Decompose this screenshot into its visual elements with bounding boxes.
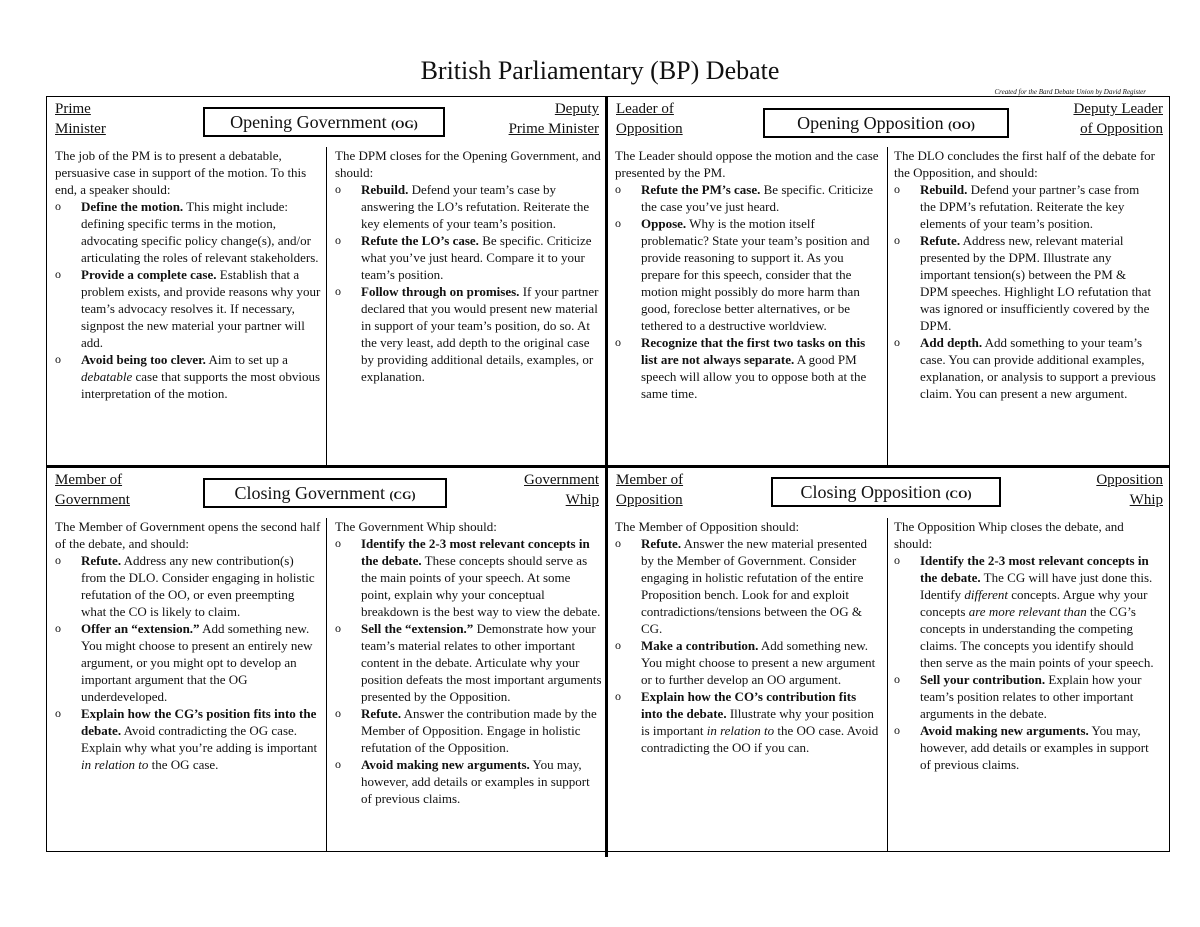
gw-intro: The Government Whip should: (335, 519, 497, 534)
team-abbr: (CG) (389, 488, 416, 502)
list-item: o Sell your contribution. Explain how your team’s position relates to other important arguments in the debate. (894, 671, 1156, 722)
role-label-deputy-prime-minister: Deputy Prime Minister (508, 101, 599, 137)
dpm-column (335, 147, 603, 385)
oo-header (608, 97, 1169, 147)
list-item: o Recognize that the first two tasks on this list are not always separate. A good PM speech will allow you to oppose both at the same time. (615, 334, 881, 402)
list-item: o Refute. Address new, relevant material presented by the DPM. Illustrate any important tension(s) between the PM & DPM speeches. Highlight LO refutation that was ignored or insufficiently covered by the DPM. (894, 232, 1156, 334)
role-label-deputy-leader-of-opposition: Deputy Leader of Opposition (1073, 101, 1163, 137)
role-label-member-of-opposition: Member of Opposition (616, 472, 684, 508)
dlo-column (894, 147, 1156, 402)
role-label-opposition-whip: Opposition Whip (1096, 472, 1163, 508)
mg-intro: The Member of Government opens the second half of the debate, and should: (55, 519, 321, 551)
list-item: o Avoid making new arguments. You may, however, add details or examples in support of previous claims. (335, 756, 603, 807)
quadrant-opening-opposition (608, 97, 1169, 465)
list-item: o Make a contribution. Add something new. You might choose to present a new argument or to further develop an OO argument. (615, 637, 881, 688)
list-item: o Rebuild. Defend your team’s case by answering the LO’s refutation. Reiterate the key elements of your team’s position. (335, 181, 603, 232)
list-item: o Provide a complete case. Establish that a problem exists, and provide reasons why your team’s advocacy resolves it. If necessary, signpost the new material your partner will add. (55, 266, 321, 351)
mg-column (55, 518, 321, 773)
mo-intro: The Member of Opposition should: (615, 519, 800, 534)
list-item: o Oppose. Why is the motion itself problematic? State your team’s position and provide reasoning to support it. As you prepare for this speech, consider that the motion might possibly do more harm than good, foreclose better alternatives, or be tethered to a destructive worldview. (615, 215, 881, 334)
list-item: o Refute. Address any new contribution(s) from the DLO. Consider engaging in holistic refutation of the OO, or even preempting what the CO is likely to claim. (55, 552, 321, 620)
column-divider (887, 518, 888, 851)
cg-header (47, 468, 605, 518)
team-abbr: (CO) (945, 487, 972, 501)
list-item: o Follow through on promises. If your partner declared that you would present new material in support of your team’s position, do so. At the very least, add depth to the original case by providing additional details, examples, or explanation. (335, 283, 603, 385)
credit-line: Created for the Bard Debate Union by David Register (994, 88, 1146, 96)
list-item: o Define the motion. This might include: defining specific terms in the motion, advocating specific policy change(s), and/or articulating the roles of relevant stakeholders. (55, 198, 321, 266)
gw-column (335, 518, 603, 807)
team-name: Closing Government (234, 483, 385, 503)
column-divider (326, 147, 327, 465)
list-item: o Explain how the CG’s position fits into the debate. Avoid contradicting the OG case. Explain why what you’re adding is important in relation to the OG case. (55, 705, 321, 773)
mo-column (615, 518, 881, 756)
team-box-cg (203, 478, 447, 508)
team-box-co (771, 477, 1001, 507)
role-label-leader-of-opposition: Leader of Opposition (616, 101, 683, 137)
list-item: o Offer an “extension.” Add something new. You might choose to present an entirely new argument, or you might opt to develop an important argument that the OG underdeveloped. (55, 620, 321, 705)
quadrant-closing-government (47, 468, 605, 851)
list-item: o Avoid making new arguments. You may, however, add details or examples in support of previous claims. (894, 722, 1156, 773)
team-name: Opening Government (230, 112, 387, 132)
role-label-member-of-government: Member of Government (55, 472, 130, 508)
ow-intro: The Opposition Whip closes the debate, and should: (894, 519, 1124, 551)
team-abbr: (OO) (948, 118, 975, 132)
co-header (608, 468, 1169, 518)
team-box-og (203, 107, 445, 137)
quadrant-closing-opposition (608, 468, 1169, 851)
team-name: Opening Opposition (797, 113, 944, 133)
quadrant-opening-government (47, 97, 605, 465)
ow-column (894, 518, 1156, 773)
dpm-intro: The DPM closes for the Opening Government, and should: (335, 148, 601, 180)
list-item: o Refute the PM’s case. Be specific. Criticize the case you’ve just heard. (615, 181, 881, 215)
team-abbr: (OG) (391, 117, 418, 131)
list-item: o Avoid being too clever. Aim to set up a debatable case that supports the most obvious interpretation of the motion. (55, 351, 321, 402)
list-item: o Refute. Answer the contribution made by the Member of Opposition. Engage in holistic refutation of the Opposition. (335, 705, 603, 756)
debate-grid (46, 96, 1170, 852)
list-item: o Sell the “extension.” Demonstrate how your team’s material relates to other important content in the debate. Articulate why your position defeats the most important arguments presented by the Opposition. (335, 620, 603, 705)
role-label-prime-minister: Prime Minister (55, 101, 106, 137)
list-item: o Identify the 2-3 most relevant concepts in the debate. The CG will have just done this. Identify different concepts. Argue why your concepts are more relevant than the CG’s concepts in understanding the competing claims. The concepts you identify should then serve as the main points of your speech. (894, 552, 1156, 671)
og-header (47, 97, 605, 147)
team-name: Closing Opposition (800, 482, 942, 502)
lo-column (615, 147, 881, 402)
list-item: o Add depth. Add something to your team’s case. You can provide additional examples, explanation, or analysis to support a previous claim. You can present a new argument. (894, 334, 1156, 402)
role-label-government-whip: Government Whip (524, 472, 599, 508)
list-item: o Explain how the CO’s contribution fits into the debate. Illustrate why your position is important in relation to the OO case. Avoid contradicting the OO if you can. (615, 688, 881, 756)
pm-column (55, 147, 321, 402)
list-item: o Refute the LO’s case. Be specific. Criticize what you’ve just heard. Compare it to your team’s position. (335, 232, 603, 283)
lo-intro: The Leader should oppose the motion and the case presented by the PM. (615, 148, 879, 180)
dlo-intro: The DLO concludes the first half of the debate for the Opposition, and should: (894, 148, 1155, 180)
column-divider (326, 518, 327, 851)
team-box-oo (763, 108, 1009, 138)
list-item: o Identify the 2-3 most relevant concepts in the debate. These concepts should serve as the main points of your speech. At some point, explain why your conceptual breakdown is the best way to view the debate. (335, 535, 603, 620)
list-item: o Rebuild. Defend your partner’s case from the DPM’s refutation. Reiterate the key elements of your team’s position. (894, 181, 1156, 232)
page-title: British Parliamentary (BP) Debate (420, 56, 780, 85)
column-divider (887, 147, 888, 465)
list-item: o Refute. Answer the new material presented by the Member of Government. Consider engaging in holistic refutation of the entire Proposition bench. Look for and exploit contradictions/tensions between the OG & CG. (615, 535, 881, 637)
pm-intro: The job of the PM is to present a debatable, persuasive case in support of the motion. To this end, a speaker should: (55, 148, 307, 197)
